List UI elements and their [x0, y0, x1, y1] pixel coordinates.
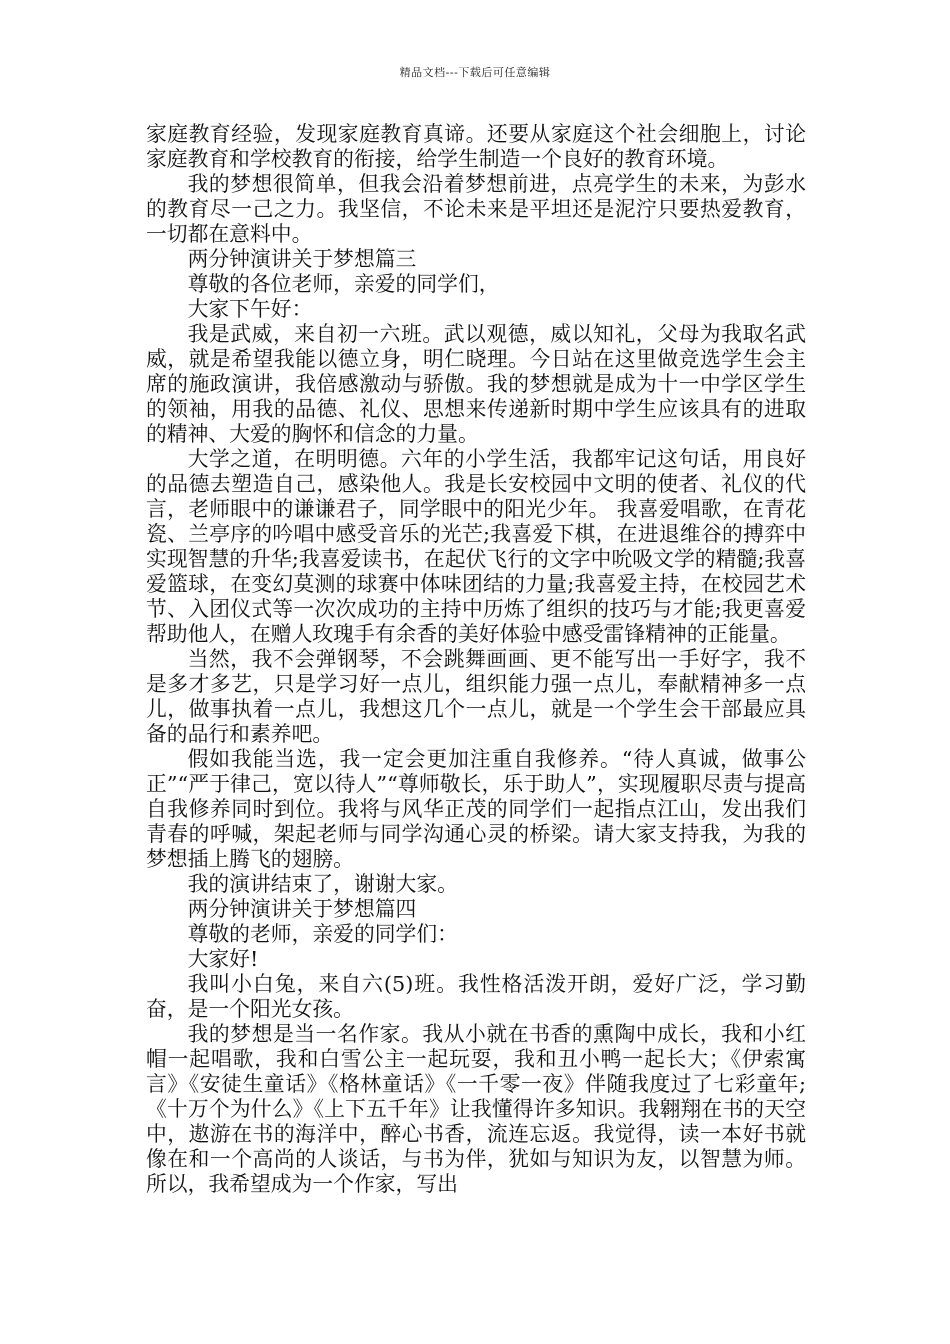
page-header: 精品文档---下载后可任意编辑 — [399, 66, 551, 79]
salutation-three: 尊敬的各位老师，亲爱的同学们， — [187, 272, 500, 296]
greeting-four: 大家好! — [187, 947, 259, 971]
paragraph-introduction: 我是武威，来自初一六班。武以观德，威以知礼，父母为我取名武威，就是希望我能以德立身，明仁晓理。今日站在这里做竞选学生会主席的施政演讲，我倍感激动与骄傲。我的梦想就是成为十一中学区学生的领袖，用我的品德、礼仪、思想来传递新时期中学生应该具有的进取的精神、大爱的胸怀和信念的力量。 — [146, 322, 806, 446]
paragraph-writer-dream: 我的梦想是当一名作家。我从小就在书香的熏陶中成长，我和小红帽一起唱歌，我和白雪公主一起玩耍，我和丑小鸭一起长大；《伊索寓言》《安徒生童话》《格林童话》《一千零一夜》伴随我度过了七彩童年;《十万个为什么》《上下五千年》让我懂得许多知识。我翱翔在书的天空中，遨游在书的海洋中，醉心书香，流连忘返。我觉得，读一本好书就像在和一个高尚的人谈话，与书为伴，犹如与知识为友，以智慧为师。所以，我希望成为一个作家，写出 — [146, 1022, 806, 1196]
document-body — [146, 122, 806, 1197]
closing-three: 我的演讲结束了，谢谢大家。 — [187, 872, 458, 896]
paragraph-election-promise: 假如我能当选，我一定会更加注重自我修养。“待人真诚，做事公正”“严于律己，宽以待人”“尊师敬长，乐于助人”，实现履职尽责与提高自我修养同时到位。我将与风华正茂的同学们一起指点江山，发出我们青春的呼喊，架起老师与同学沟通心灵的桥梁。请大家支持我，为我的梦想插上腾飞的翅膀。 — [146, 747, 806, 871]
paragraph-humility: 当然，我不会弹钢琴，不会跳舞画画、更不能写出一手好字，我不是多才多艺，只是学习好一点儿，组织能力强一点儿，奉献精神多一点儿，做事执着一点儿，我想这几个一点儿，就是一个学生会干部最应具备的品行和素养吧。 — [146, 647, 806, 746]
salutation-four: 尊敬的老师，亲爱的同学们： — [187, 922, 458, 946]
paragraph-dream-simple: 我的梦想很简单，但我会沿着梦想前进，点亮学生的未来，为彭水的教育尽一己之力。我坚信，不论未来是平坦还是泥泞只要热爱教育，一切都在意料中。 — [146, 172, 806, 246]
paragraph-self-introduction: 我叫小白兔，来自六(5)班。我性格活泼开朗，爱好广泛，学习勤奋，是一个阳光女孩。 — [146, 972, 806, 1021]
paragraph-virtue: 大学之道，在明明德。六年的小学生活，我都牢记这句话，用良好的品德去塑造自己，感染他人。我是长安校园中文明的使者、礼仪的代言，老师眼中的谦谦君子，同学眼中的阳光少年。 我喜爱唱歌，在青花瓷、兰亭序的吟唱中感受音乐的光芒;我喜爱下棋，在进退维谷的搏弈中实现智慧的升华;我喜爱读书，在起伏飞行的文字中吮吸文学的精髓;我喜爱篮球，在变幻莫测的球赛中体味团结的力量;我喜爱主持，在校园艺术节、入团仪式等一次次成功的主持中历炼了组织的技巧与才能;我更喜爱帮助他人，在赠人玫瑰手有余香的美好体验中感受雷锋精神的正能量。 — [146, 447, 806, 646]
section-title-four: 两分钟演讲关于梦想篇四 — [187, 897, 417, 921]
greeting-three: 大家下午好： — [187, 297, 313, 321]
section-title-three: 两分钟演讲关于梦想篇三 — [187, 247, 417, 271]
paragraph-continuation: 家庭教育经验，发现家庭教育真谛。还要从家庭这个社会细胞上，讨论家庭教育和学校教育的衔接，给学生制造一个良好的教育环境。 — [146, 122, 806, 171]
